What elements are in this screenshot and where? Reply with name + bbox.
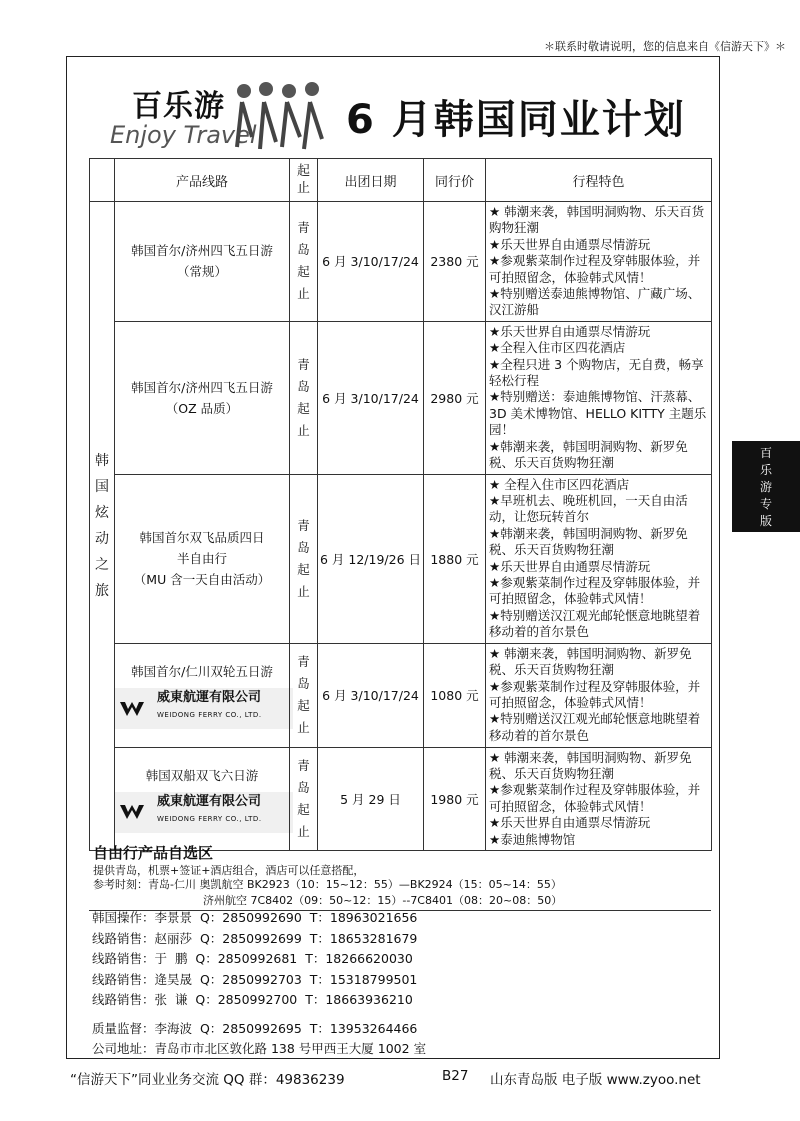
product-cell: 韩国首尔/济州四飞五日游 （常规） xyxy=(115,202,290,322)
contact-line: 线路销售：赵丽莎 Q：2850992699 T：18653281679 xyxy=(92,930,418,946)
ferry-en: WEIDONG FERRY CO., LTD. xyxy=(157,711,262,720)
footer-edition: 山东青岛版 电子版 www.zyoo.net xyxy=(490,1072,701,1088)
depart-cell: 青岛起止 xyxy=(290,747,318,850)
price-cell: 1880 元 xyxy=(424,474,486,643)
table-row xyxy=(90,474,712,643)
ferry-name: 威東航運有限公司 xyxy=(157,793,262,809)
contact-line: 线路销售：逄昊晟 Q：2850992703 T：15318799501 xyxy=(92,971,418,987)
free-travel-line: 参考时刻：青岛-仁川 奥凯航空 BK2923（10：15~12：55）—BK2924（15：05~14：55） xyxy=(93,878,562,891)
date-cell: 6 月 3/10/17/24 xyxy=(318,321,424,474)
depart-cell: 青岛起止 xyxy=(290,202,318,322)
table-row xyxy=(90,643,712,747)
price-cell: 2380 元 xyxy=(424,202,486,322)
side-header xyxy=(90,159,115,202)
page-title: 6 月韩国同业计划 xyxy=(346,97,686,143)
contact-list xyxy=(92,908,426,1060)
ferry-en: WEIDONG FERRY CO., LTD. xyxy=(157,814,262,823)
date-cell: 6 月 12/19/26 日 xyxy=(318,474,424,643)
ferry-name: 威東航運有限公司 xyxy=(157,690,262,706)
features-cell: ★ 韩潮来袭，韩国明洞购物、新罗免税、乐天百货购物狂潮 ★参观紫菜制作过程及穿韩服体验，并可拍照留念，体验韩式风情！ ★乐天世界自由通票尽情游玩 ★泰迪熊博物馆 xyxy=(486,747,712,850)
date-cell: 5 月 29 日 xyxy=(318,747,424,850)
logo-cn-text: 百乐游 xyxy=(132,89,225,124)
features-cell: ★ 全程入住市区四花酒店 ★早班机去、晚班机回，一天自由活动，让您玩转首尔 ★韩潮来袭，韩国明洞购物、新罗免税、乐天百货购物狂潮 ★乐天世界自由通票尽情游玩 ★参观紫菜制作过程及穿韩服体验，并可拍照留念，体验韩式风情！ ★特别赠送汉江观光邮轮惬意地眺望着移动着的首尔景色 xyxy=(486,474,712,643)
price-cell: 1080 元 xyxy=(424,643,486,747)
depart-cell: 青岛起止 xyxy=(290,643,318,747)
header-features: 行程特色 xyxy=(486,159,712,202)
logo-en-text: Enjoy Travel xyxy=(110,121,257,149)
date-cell: 6 月 3/10/17/24 xyxy=(318,643,424,747)
contact-line: 韩国操作：李景景 Q：2850992690 T：18963021656 xyxy=(92,910,418,925)
footer-page-number: B27 xyxy=(442,1068,469,1084)
free-travel-line: 济州航空 7C8402（09：50~12：15）--7C8401（08：20~08：50） xyxy=(203,894,563,907)
side-tab: 百乐游专版 xyxy=(732,441,800,532)
free-travel-section xyxy=(89,838,711,911)
table-row xyxy=(90,747,712,850)
ferry-w-icon xyxy=(119,700,153,718)
price-cell: 1980 元 xyxy=(424,747,486,850)
price-cell: 2980 元 xyxy=(424,321,486,474)
free-travel-line: 提供青岛，机票+签证+酒店组合，酒店可以任意搭配， xyxy=(93,864,365,877)
header-depart: 起止 xyxy=(290,159,318,202)
features-cell: ★ 韩潮来袭，韩国明洞购物、新罗免税、乐天百货购物狂潮 ★参观紫菜制作过程及穿韩服体验，并可拍照留念，体验韩式风情！ ★特别赠送汉江观光邮轮惬意地眺望着移动着的首尔景色 xyxy=(486,643,712,747)
table-row xyxy=(90,321,712,474)
footer-qq-group: “信游天下”同业业务交流 QQ 群：49836239 xyxy=(70,1072,345,1088)
ferry-w-icon xyxy=(119,803,153,821)
contact-line: 线路销售：于 鹏 Q：2850992681 T：18266620030 xyxy=(92,951,413,966)
ferry-logo xyxy=(115,688,293,729)
address-line: 公司地址：青岛市市北区敦化路 138 号甲西王大厦 1002 室 xyxy=(92,1041,427,1056)
table-row xyxy=(90,202,712,322)
table-header-row xyxy=(90,159,712,202)
product-cell: 韩国首尔/仁川双轮五日游 威東航運有限公司 WEIDONG FERRY CO., LTD. xyxy=(115,643,290,747)
header-product: 产品线路 xyxy=(115,159,290,202)
product-cell: 韩国双船双飞六日游 威東航運有限公司 WEIDONG FERRY CO., LTD. xyxy=(115,747,290,850)
side-label: 韩国炫动之旅 xyxy=(90,202,115,851)
quality-line: 质量监督：李海波 Q：2850992695 T：13953264466 xyxy=(92,1020,418,1036)
people-icon xyxy=(232,77,332,157)
top-note: ＊联系时敬请说明，您的信息来自《信游天下》＊ xyxy=(544,40,786,53)
plan-table xyxy=(89,158,712,851)
date-cell: 6 月 3/10/17/24 xyxy=(318,202,424,322)
free-travel-heading: 自由行产品自选区 xyxy=(93,844,214,862)
product-cell: 韩国首尔双飞品质四日 半自由行 （MU 含一天自由活动） xyxy=(115,474,290,643)
depart-cell: 青岛起止 xyxy=(290,321,318,474)
ferry-logo xyxy=(115,792,293,833)
logo xyxy=(100,75,335,160)
features-cell: ★ 韩潮来袭，韩国明洞购物、乐天百货购物狂潮 ★乐天世界自由通票尽情游玩 ★参观紫菜制作过程及穿韩服体验，并可拍照留念，体验韩式风情！ ★特别赠送泰迪熊博物馆、广藏广场、汉江游船 xyxy=(486,202,712,322)
features-cell: ★乐天世界自由通票尽情游玩 ★全程入住市区四花酒店 ★全程只进 3 个购物店，无自费，畅享轻松行程 ★特别赠送：泰迪熊博物馆、汗蒸幕、3D 美术博物馆、HELLO KITTY 主题乐园！ ★韩潮来袭，韩国明洞购物、新罗免税、乐天百货购物狂潮 xyxy=(486,321,712,474)
header-price: 同行价 xyxy=(424,159,486,202)
depart-cell: 青岛起止 xyxy=(290,474,318,643)
header-date: 出团日期 xyxy=(318,159,424,202)
contact-line: 线路销售：张 谦 Q：2850992700 T：18663936210 xyxy=(92,992,413,1007)
product-cell: 韩国首尔/济州四飞五日游 （OZ 品质） xyxy=(115,321,290,474)
